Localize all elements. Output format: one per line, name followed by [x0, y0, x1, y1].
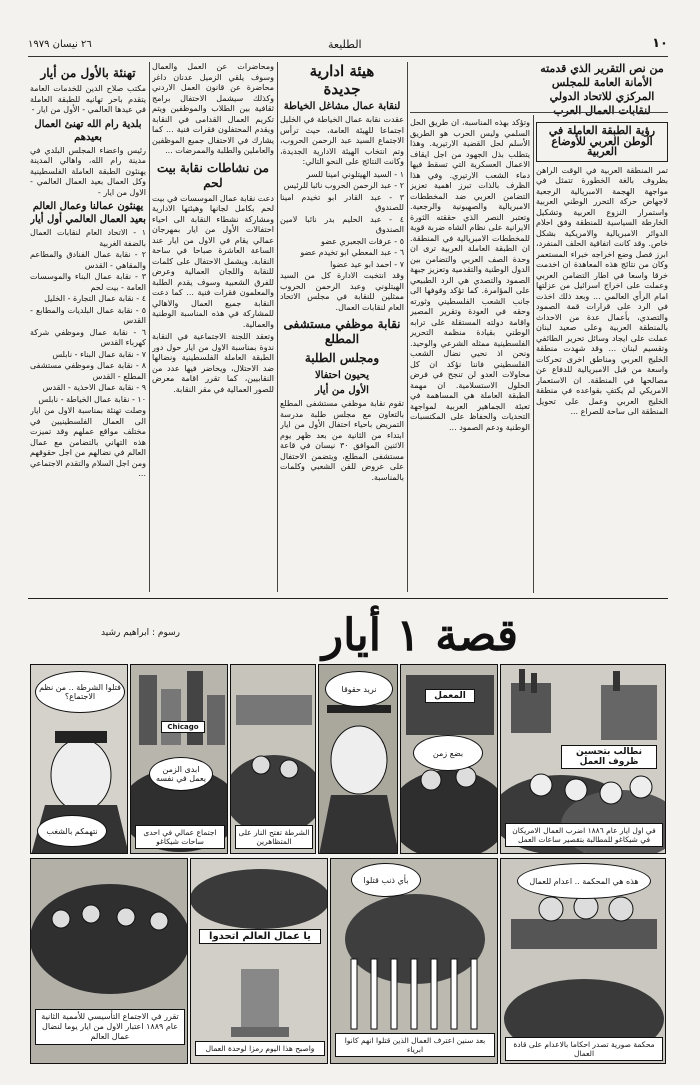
cartoon-panel-police — [30, 664, 128, 854]
bethlehem-committee: وتعقد اللجنة الاجتماعية في النقابة ندوة بمناسبة الاول من ايار حول دور الطبقة العاملة الفلسطينية ونضالها ضد الاحتلال، ويحاضر فيها عدد من النقابيين، كما تقرر اقامة معرض للصور العمالية في مقر النقابة. — [152, 332, 274, 394]
worker-speech-bubble: بضع زمن — [413, 735, 483, 771]
header-rule — [28, 56, 668, 57]
report-continued-body: وتؤكد بهذه المناسبة، ان طريق الحل السلمي وليس الحرب هو الطريق الأسلم لحل القضية الارتيرية. وهذا يتطلب بذل الجهود من اجل ايقاف الاعمال العسكرية التي تسقط فيها دماء الشعب الارتيري. وفي هذا الظرف بالذات تبرز اهمية تعزيز التضامن العربي ضد المخططات الامبريالية والصهيونية والرجعية. وتعتبر النصر الذي حققته الثورة الايرانية على نظام الشاه ضربة قوية للمخططات الامبريالية في المنطقة. ان الطبقة العاملة العربية ترى ان وحدة الصف العربي والتضامن بين الدول الوطنية والتقدمية وتعزيز جبهة الصمود والتصدي هي الرد الطبيعي على المؤامرة. كما تؤكد وقوفها الى جانب الشعب الفلسطيني وثورته وحقه في العودة وتقرير المصير واقامة دولته المستقلة على ترابه الوطني بقيادة منظمة التحرير الفلسطينية ممثله الشرعي والوحيد. ونحن اذ نحيي نضال الشعب الفلسطيني فاننا نؤكد ان كل محاولات العدو لن تنجح في فرض الحلول الاستسلامية. ان مهمة الطبقة العاملة هي المساهمة في تعبئة الجماهير العربية لمواجهة التحديات والحفاظ على المكتسبات الوطنية ودعم الصمود ... — [410, 118, 530, 432]
shooting-caption: الشرطة تفتح النار على المتظاهرين — [235, 825, 313, 849]
page-header — [28, 36, 668, 56]
greeting-headline-1: تهنئة بالأول من أيار — [40, 66, 136, 80]
cartoon-panel-chicago — [130, 664, 228, 854]
greeting-union: ٩ - نقابة عمال الاحذية - القدس — [42, 383, 146, 392]
cartoon-panel-strike — [500, 664, 666, 854]
publication-name: الطليعة — [328, 38, 362, 51]
column-rule — [277, 62, 278, 592]
greeting-union: ٨ - نقابة عمال وموظفي مستشفى المطلع - القدس — [30, 361, 146, 381]
chicago-sign: Chicago — [161, 721, 205, 733]
column-bethlehem — [152, 62, 274, 592]
greeting-union: ٢ - نقابة عمال الفنادق والمطاعم والمقاهي - القدس — [30, 250, 146, 270]
cartoon-panel-shooting — [230, 664, 316, 854]
hospital-headline-3: يحيون احتفالا — [314, 370, 370, 381]
election-headline-2: جديدة — [323, 80, 361, 98]
greeting-union: ٤ - نقابة عمال التجارة - الخليل — [44, 294, 146, 303]
cartoon-panel-prison — [330, 858, 498, 1064]
greeting-union: ١ - الاتحاد العام لنقابات العمال بالضفة الغربية — [30, 228, 146, 248]
court-speech-bubble: هذه هي المحكمة .. اعدام للعمال — [517, 863, 651, 899]
report-rule — [410, 112, 668, 113]
greeting-body-2: رئيس واعضاء المجلس البلدي في مدينة رام الله، واهالي المدينة يهنئون الطبقة العاملة الفلسطينية وكل العمال بعيد العمال العالمي - الاول من ايار - — [30, 145, 146, 197]
crowd-speech-bubble: ابدى الزمن يعمل في نفسه — [149, 757, 213, 791]
column-union-election — [280, 62, 404, 592]
election-headline-3: لنقابة عمال مشاغل الخياطة — [283, 101, 401, 112]
page-number: ١٠ — [652, 36, 668, 51]
prisoner-speech-bubble: بأي ذنب قتلوا — [351, 863, 421, 897]
greeting-headline-2: بلدية رام الله تهنئ العمال بعيدهم — [34, 118, 142, 143]
unite-caption: واصبح هذا اليوم رمزا لوحدة العمال — [195, 1041, 325, 1056]
column-report-continued — [410, 118, 530, 592]
column-rule — [533, 115, 534, 593]
cartoon-panel-congress — [30, 858, 188, 1064]
election-member: ٥ - عرفات الجعبري عضو — [321, 236, 404, 246]
issue-date: ٢٦ نيسان ١٩٧٩ — [28, 39, 92, 50]
election-member: ٣ - عبد القادر ابو تخيدم امينا للصندوق — [280, 192, 404, 212]
monument-illustration — [191, 859, 328, 1064]
greeting-headline-3: يهنئون عمالنا وعمال العالم بعيد العمال العالمي أول أيار — [30, 201, 146, 225]
column-rule — [149, 62, 150, 592]
greeting-body-1: مكتب صلاح الدين للخدمات العامة يتقدم باحر تهانيه للطبقة العاملة في عيدها العالمي - الأول من ايار - — [30, 84, 146, 114]
greeting-union: ٣ - نقابة عمال البناء والموسسات العامة - بيت لحم — [30, 272, 146, 292]
cartoon-panel-court — [500, 858, 666, 1064]
accusation-bubble: نتهمكم بالشغب — [37, 815, 107, 847]
chicago-caption: اجتماع عمالي في احدى ساحات شيكاغو — [135, 825, 225, 849]
cartoon-panel-unite — [190, 858, 328, 1064]
greeting-union: ٥ - نقابة عمال البلديات والمطابع - القدس — [30, 305, 146, 325]
election-member: ٤ - عبد الحليم بدر نائبا لامين الصندوق — [280, 214, 404, 234]
election-headline-1: هيئة ادارية — [309, 62, 375, 80]
greeting-union: ٧ - نقابة عمال البناء - نابلس — [52, 349, 146, 359]
factory-sign: المعمل — [425, 689, 475, 703]
election-member: ٢ - عبد الرحمن الحروب نائبا للرئيس — [283, 181, 404, 190]
report-body: تمر المنطقة العربية في الوقت الراهن بظروف بالغة الخطورة تتمثل في مواجهة الهجمة الامبريالية الرجعية لاجهاض حركة التحرر الوطني العربية واستمرار النزوع العربية وتشكيل الخارطة السياسية للمنطقة وفق احلام الدوائر الامبريالية والامريكية بشكل خاص. وقد كانت اتفاقية الحلف المنفرد، ابرز فصل وضع اخراجه خبراء المستعمر وكان من نتائج هذه المعاهدة ان اخدمت خرقا واسعا في اطار التضامن العربي وعملت على اخراج اسرائيل من عزلتها امام الرأي العالمي ... وبعد ذلك اخذت في الرد على قرارات قمة الصمود والتصدي، بأعمال عدة من الاحداث بالمنطقة العربية وعلى صعيد لبنان عملت على ايجاد وسائل تحرير الطائفي وتقسيم لبنان ... وقد شهدت منطقة الخليج العربي ومناطق اخرى تحركات واسعة من قبل الامبريالية للدفاع عن مصالحها في المنطقة. ان الاستعمار الامريكي لم يكتفِ بقواعده في منطقة الخليج العربي وعمل على تحويل المنطقة الى ساحة للصراع ... — [536, 165, 668, 416]
hospital-headline-1: نقابة موظفي مستشفى المطلع — [283, 317, 401, 346]
hospital-body: تقوم نقابة موظفي مستشفى المطلع بالتعاون مع مجلس طلبة مدرسة التمريض باحياء احتفال الأول من ايار ابتداء من الثانية من بعد ظهر يوم الاثنين الموافق ٣٠ نيسان في قاعة مستشفى المطلع، ويتضمن الاحتفال على عروض للفن الشعبي وكلمات بالمناسبة. — [280, 399, 404, 482]
report-headline: من نص التقرير الذي قدمته الأمانة العامة للمجلس المركزي للاتحاد الدولي لنقابات العمال العرب — [540, 62, 664, 117]
election-outro: وقد انتخبت الادارة كل من السيد الهيتلوني وعبد الرحمن الحروب ممثلين للنقابة في مجلس الاتحاد العام لنقابات العمال. — [280, 271, 404, 312]
cartoon-panel-factory — [400, 664, 498, 854]
hospital-headline-4: الأول من أيار — [315, 385, 369, 396]
election-member: ٦ - عبد المعطي ابو تخيدم عضو — [300, 248, 404, 257]
unite-banner: يا عمال العالم اتحدوا — [199, 929, 321, 944]
cartoon-title: قصة ١ أيار — [321, 610, 519, 661]
strike-caption: في اول ايار عام ١٨٨٦ اضرب العمال الامريكان في شيكاغو للمطالبة بتقصير ساعات العمل — [505, 823, 663, 847]
prison-caption: بعد سنين اعترف العمال الذين قتلوا انهم كانوا ابرياء — [335, 1033, 495, 1057]
report-box-title: رؤية الطبقة العاملة في الوطن العربي للأوضاع العربية — [536, 122, 668, 162]
greeting-body-3: وصلت تهنئة بمناسبة الاول من ايار الى العمال الفلسطينيين في مختلف مواقع عملهم وقد تميزت هذه التهاني بالتضامن مع عمال العالم في نضالهم من اجل حقوقهم ومن اجل السلام والتقدم الاجتماعي ... — [30, 406, 146, 478]
cartoon-credit: رسوم : ابراهيم رشيد — [101, 628, 180, 638]
strike-placard: نطالب بتحسين ظروف العمل — [561, 745, 657, 769]
election-member: ١ - السيد الهيتلوني امينا للسر — [306, 169, 404, 179]
column-rule — [407, 62, 408, 592]
bethlehem-headline: من نشاطات نقابة بيت لحم — [157, 160, 269, 190]
section-rule — [28, 598, 668, 599]
cartoon-strip — [30, 664, 666, 1064]
congress-caption: تقرر في الاجتماع التأسيسي للأممية الثانية عام ١٨٨٩ اعتبار الاول من ايار يوما لنضال عمال العالم — [35, 1009, 185, 1045]
greeting-unions — [30, 228, 146, 405]
protester-speech-bubble: نريد حقوقا — [325, 671, 393, 707]
court-caption: محكمة صورية تصدر احكاما بالاعدام على قادة العمال — [505, 1037, 663, 1061]
column-report — [536, 62, 668, 592]
hospital-headline-2: ومجلس الطلبة — [304, 351, 380, 365]
election-intro: عقدت نقابة عمال الخياطة في الخليل اجتماعا للهيئة العامة، حيث ترأس الاجتماع السيد عبد الرحمن الحروب، وتم انتخاب الهيئة الادارية الجديدة، وكانت النتائج على النحو التالي: — [280, 115, 404, 166]
election-members — [280, 170, 404, 271]
cartoon-panel-protest — [318, 664, 398, 854]
greeting-union: ٦ - نقابة عمال وموظفي شركة كهرباء القدس — [30, 327, 146, 347]
police-speech-bubble: فتلوا الشرطة .. من نظم الاجتماع؟ — [35, 671, 125, 713]
column-greetings — [30, 62, 146, 592]
bethlehem-intro: ومحاضرات عن العمل والعمال وسوف يلقي الزميل عدنان داغر محاضرة عن قانون العمل الاردني وكذلك سيشمل الاحتفال برامج ثقافية بين الطلاب والموظفين ويتم تكريم العمال القدامى في النقابة ويقدم المحتفلون فقرات فنية ... كما يشارك في الاحتفال جميع الموظفين والعاملين والطلبة والممرضات ... — [152, 62, 274, 155]
bethlehem-body: دعت نقابة عمال الموسسات في بيت لحم بكامل لجانها وهيئتها الادارية ومشاركة نشطاء النقابة الى احياء احتفالات الأول من ايار بمهرجان عمالي يقام في الاول من ايار عند الساعة العاشرة صباحا في ساحة النقابة. ويشمل الاحتفال على كلمات للنقابة واللجان العمالية وعرض للفرق الشعبية وسوف يقدم الطلبة والمعلمون فقرات فنية ... كما دعت النقابة جميع العمال والاهالي للمشاركة في هذه المناسبة الوطنية والعمالية. — [152, 193, 274, 329]
greeting-union: ١٠ - نقابة عمال الخياطة - نابلس — [38, 394, 146, 404]
election-member: ٧ - احمد ابو عيد عضوا — [330, 259, 404, 269]
